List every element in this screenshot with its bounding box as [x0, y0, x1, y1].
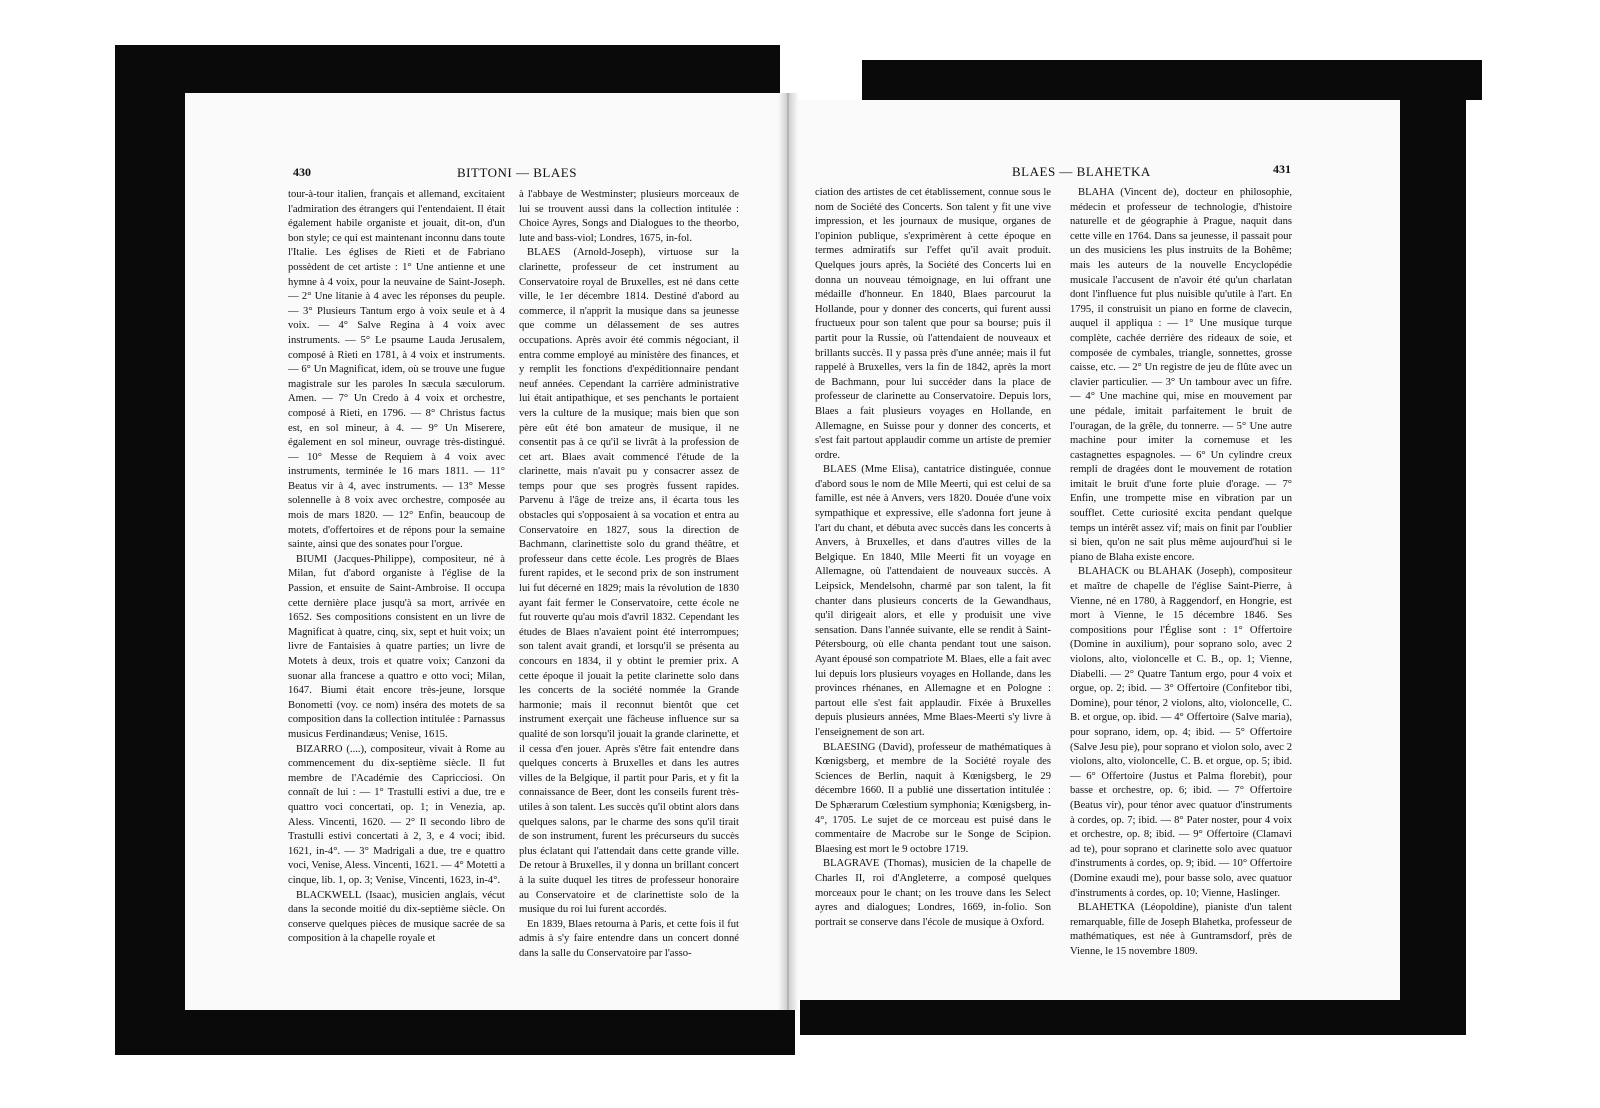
scan-border-bottom-right: [800, 1000, 1466, 1035]
page-number: 431: [1273, 162, 1291, 176]
text-column-2: [519, 188, 739, 961]
scan-border-left: [115, 45, 185, 1055]
entry-biumi: BIUMI (Jacques-Philippe), compositeur, né à Milan, fut d'abord organiste à l'église de la Passion, et ensuite de Saint-Ambroise. Il occupa cette dernière place jusqu'à sa mort, arrivée en 1652. Ses compositions consistent en un livre de Magnificat à quatre, cinq, six, sept et huit voix; un livre de Fantaisies à quatre parties; un livre de Motets à deux, trois et quatre voix; Canzoni da suonar alla francese a quattro e otto voci; Milan, 1647. Biumi était encore très-jeune, lorsque Bonometti (voy. ce nom) inséra des motets de sa composition dans la collection intitulée : Parnassus musicus Ferdinandæus; Venise, 1615.: [288, 553, 505, 740]
entry-paragraph: En 1839, Blaes retourna à Paris, et cette fois il fut admis à s'y faire entendre dans un concert donné dans la salle du Conservatoire par l'asso-: [519, 918, 739, 959]
entry-blackwell: BLACKWELL (Isaac), musicien anglais, vécut dans la seconde moitié du dix-septième siècle. On conserve quelques pièces de musique sacrée de sa composition à la chapelle royale et: [288, 889, 505, 945]
scan-border-top-left: [115, 45, 780, 93]
entry-blahack: BLAHACK ou BLAHAK (Joseph), compositeur et maître de chapelle de l'église Saint-Pierre, à Vienne, né en 1780, à Raggendorf, en Hongrie, est mort à Vienne, le 15 décembre 1846. Ses compositions pour l'Église sont : 1° Offertoire (Domine in auxilium), pour soprano solo, avec 2 violons, alto, violoncelle et C. B., op. 1; Vienne, Diabelli. — 2° Quatre Tantum ergo, pour 4 voix et orgue, op. 2; ibid. — 3° Offertoire (Confitebor tibi, Domine), pour ténor, 2 violons, alto, violoncelle, C. B. et orgue, op. ibid. — 4° Offertoire (Salve maria), pour soprano, idem, op. 4; ibid. — 5° Offertoire (Salve Jesu pie), pour soprano et violon solo, avec 2 violons, alto, violoncelle, C. B. et orgue, op. 5; ibid. — 6° Offertoire (Justus et Palma florebit), pour basse et orchestre, op. 6; ibid. — 7° Offertoire (Beatus vir), pour ténor avec quatuor d'instruments à cordes, op. 7; ibid. — 8° Pater noster, pour 4 voix et orchestre, op. 8; ibid. — 9° Offertoire (Clamavi ad te), pour soprano et clarinette solo avec quatuor d'instruments à cordes, op. 9; ibid. — 10° Offertoire (Domine exaudi me), pour basse solo, avec quatuor d'instruments à cordes, op. 10; Vienne, Haslinger.: [1070, 566, 1292, 899]
text-column-2: [1070, 186, 1292, 959]
scan-border-right: [1400, 60, 1466, 1035]
running-head: BLAES — BLAHETKA: [1012, 164, 1151, 179]
page-number: 430: [293, 165, 311, 179]
entry-blaesing: BLAESING (David), professeur de mathématiques à Kœnigsberg, et membre de la Société royale des Sciences de Berlin, naquit à Kœnigsberg, le 29 décembre 1660. Il a publié une dissertation intitulée : De Sphærarum Cœlestium symphonia; Kœnigsberg, in-4°, 1705. Le sujet de ce morceau est puisé dans le commentaire de Macrobe sur le Songe de Scipion. Blaesing est mort le 9 octobre 1719.: [815, 741, 1051, 855]
scan-border-bottom-left: [115, 1010, 795, 1055]
entry-paragraph: ciation des artistes de cet établissement, connue sous le nom de Société des Concerts. Son talent y fit une vive impression, et les journaux de musique, organes de l'opinion publique, s'exprimèrent à cette époque en termes admiratifs sur l'effet qu'il avait produit. Quelques jours après, la Société des Concerts lui en donna un nouveau témoignage, en lui offrant une médaille d'honneur. En 1840, Blaes parcourut la Hollande, pour y donner des concerts, qui furent aussi fructueux pour son talent que pour sa bourse; puis il partit pour la Russie, où l'attendaient de nouveaux et brillants succès. Il y passa près d'une année; mais il fut rappelé à Bruxelles, vers la fin de 1842, après la mort de Bachmann, pour lui succéder dans la place de professeur de clarinette au Conservatoire. Depuis lors, Blaes a fait plusieurs voyages en Hollande, en Allemagne, en Suisse pour y donner des concerts, et s'est fait partout applaudir comme un artiste de premier ordre.: [815, 187, 1051, 461]
entry-paragraph: tour-à-tour italien, français et allemand, excitaient l'admiration des étrangers qui l'entendaient. Il était également habile organiste et jouait, dit-on, d'un bon style; ce qui est maintenant inconnu dans toute l'Italie. Les églises de Rieti et de Fabriano possèdent de cet artiste : 1° Une antienne et une hymne à 4 voix, pour la neuvaine de Saint-Joseph. — 2° Une litanie à 4 avec les réponses du peuple. — 3° Plusieurs Tantum ergo à voix seule et à 4 voix. — 4° Salve Regina à 4 voix avec instruments. — 5° Le psaume Lauda Jerusalem, composé à Rieti en 1781, à 4 voix et instruments. — 6° Un Magnificat, idem, où se trouve une fugue magistrale sur les paroles In sæcula sæculorum. Amen. — 7° Un Credo à 4 voix et orchestre, composé à Rieti, en 1796. — 8° Christus factus est, en sol mineur, à 4. — 9° Un Miserere, également en sol mineur, ouvrage très-distingué. — 10° Messe de Requiem à 4 voix avec instruments, terminée le 16 mars 1811. — 11° Beatus vir à 4, avec instruments. — 13° Messe solennelle à 8 voix avec orchestre, composée au mois de mars 1820. — 12° Enfin, beaucoup de motets, d'offertoires et de répons pour la semaine sainte, ainsi que des sonates pour l'orgue.: [288, 189, 505, 551]
entry-bizarro: BIZARRO (....), compositeur, vivait à Rome au commencement du dix-septième siècle. Il fut membre de l'Académie des Capricciosi. On connaît de lui : — 1° Trastulli estivi a due, tre e quattro voci concertati, op. 1; in Venezia, ap. Aless. Vincenti, 1620. — 2° Il secondo libro de Trastulli estivi concertati à 2, 3, e 4 voci; ibid. 1621, in-4°. — 3° Madrigali a due, tre e quattro voci, Venise, Aless. Vincenti, 1621. — 4° Motetti a cinque, lib. 1, op. 3; Venise, Vincenti, 1623, in-4°.: [288, 743, 505, 886]
text-column-1: [288, 188, 505, 947]
text-column-1: [815, 186, 1051, 930]
entry-blahetka: BLAHETKA (Léopoldine), pianiste d'un talent remarquable, fille de Joseph Blahetka, professeur de mathématiques, est née à Guntramsdorf, près de Vienne, le 15 novembre 1809.: [1070, 902, 1292, 957]
left-page: [185, 93, 785, 1010]
entry-blaes-elisa: BLAES (Mme Elisa), cantatrice distinguée, connue d'abord sous le nom de Mlle Meerti, qui est celui de sa famille, est née à Anvers, vers 1820. Douée d'une voix sympathique et expressive, elle s'adonna fort jeune à l'art du chant, et débuta avec succès dans les concerts à Anvers, à Bruxelles, et dans d'autres villes de la Belgique. En 1840, Mlle Meerti fit un voyage en Allemagne, où l'attendaient de nouveaux succès. A Leipsick, Mendelsohn, charmé par son talent, la fit chanter dans plusieurs concerts de la Gewandhaus, qu'il dirigeait alors, et elle y produisit une vive sensation. Dans l'année suivante, elle se rendit à Saint-Pétersbourg, où elle chanta pendant tout une saison. Ayant épousé son compatriote M. Blaes, elle a fait avec lui depuis lors plusieurs voyages en Hollande, dans les provinces rhénanes, en Allemagne et en Pologne : partout elle s'est fait applaudir. Fixée à Bruxelles depuis plusieurs années, Mme Blaes-Meerti s'y livre à l'enseignement de son art.: [815, 464, 1051, 738]
entry-blaes-arnold: BLAES (Arnold-Joseph), virtuose sur la clarinette, professeur de cet instrument au Conservatoire royal de Bruxelles, est né dans cette ville, le 1er décembre 1814. Destiné d'abord au commerce, il n'apprit la musique dans sa jeunesse que comme un délassement de ses autres occupations. Après avoir été commis négociant, il entra comme employé au ministère des finances, et y remplit les fonctions d'expéditionnaire pendant neuf années. Cependant la carrière administrative lui était antipathique, et ses penchants le portaient vers la culture de la musique; mais bien que son père eût été bon amateur de musique, il ne consentit pas à ce qu'il se livrât à la profession de cet art. Blaes avait commencé l'étude de la clarinette, mais n'avait pu y consacrer assez de temps pour que ses progrès fussent rapides. Parvenu à l'âge de treize ans, il écarta tous les obstacles qui s'opposaient à sa vocation et entra au Conservatoire en 1827, sous la direction de Bachmann, clarinettiste solo du grand théâtre, et professeur dans cette école. Les progrès de Blaes furent rapides, et le second prix de son instrument lui fut décerné en 1829; mais la révolution de 1830 ayant fait fermer le Conservatoire, cette école ne fut rouverte qu'au mois d'avril 1832. Cependant les études de Blaes n'avaient point été interrompues; son talent avait grandi, et lorsqu'il se présenta au concours en 1834, il y obtint le premier prix. A cette époque il jouait la petite clarinette solo dans les concerts de la société nommée la Grande harmonie; mais il reconnut bientôt que cet instrument exerçait une fâcheuse influence sur sa qualité de son lorsqu'il jouait la grande clarinette, et il cessa d'en jouer. Après s'être fait entendre dans quelques concerts à Bruxelles et dans les autres villes de la Belgique, il partit pour Paris, et y fit la connaissance de Beer, dont les conseils furent très-utiles à son talent. Les succès qu'il obtint alors dans quelques salons, par le charme des sons qu'il tirait de son instrument, furent les précurseurs du succès plus éclatant qui l'attendait dans cette grande ville. De retour à Bruxelles, il y donna un brillant concert à la suite duquel les titres de professeur honoraire au Conservatoire et de clarinettiste solo de la musique du roi lui furent accordés.: [519, 247, 739, 916]
entry-blaha: BLAHA (Vincent de), docteur en philosophie, médecin et professeur de technologie, d'histoire naturelle et de géographie à Prague, naquit dans cette ville en 1764. Dans sa jeunesse, il passait pour un des musiciens les plus instruits de la Bohême; mais les auteurs de la nouvelle Encyclopédie musicale l'accusent de n'avoir été qu'un charlatan dont l'influence fut plus nuisible qu'utile à l'art. En 1795, il construisit un piano en forme de clavecin, auquel il appliqua : — 1° Une musique turque complète, cachée derrière des rideaux de soie, et composée de cymbales, triangle, sonnettes, grosse caisse, etc. — 2° Un registre de jeu de flûte avec un clavier particulier. — 3° Un tambour avec un fifre. — 4° Une machine qui, mise en mouvement par une pédale, imitait parfaitement le bruit de l'ouragan, de la grêle, du tonnerre. — 5° Une autre machine pour imiter la cornemuse et les castagnettes espagnoles. — 6° Un cylindre creux rempli de dragées dont le mouvement de rotation imitait le bruit d'une forte pluie d'orage. — 7° Enfin, une trompette mise en vibration par un soufflet. Cette curiosité excita pendant quelque temps un intérêt assez vif; mais on finit par l'oublier si bien, qu'on ne sait plus même aujourd'hui si le piano de Blaha existe encore.: [1070, 187, 1292, 563]
right-page: [798, 100, 1400, 1000]
entry-paragraph: à l'abbaye de Westminster; plusieurs morceaux de lui se trouvent aussi dans la collection intitulée : Choice Ayres, Songs and Dialogues to the theorbo, lute and bass-viol; Londres, 1675, in-fol.: [519, 189, 739, 244]
entry-blagrave: BLAGRAVE (Thomas), musicien de la chapelle de Charles II, roi d'Angleterre, a composé quelques morceaux pour le chant; on les trouve dans les Select ayres and dialogues; Londres, 1669, in-folio. Son portrait se conserve dans l'école de musique à Oxford.: [815, 858, 1051, 928]
scan-border-top-right: [862, 60, 1482, 100]
gutter-shadow: [778, 93, 798, 1010]
running-head: BITTONI — BLAES: [457, 165, 577, 180]
